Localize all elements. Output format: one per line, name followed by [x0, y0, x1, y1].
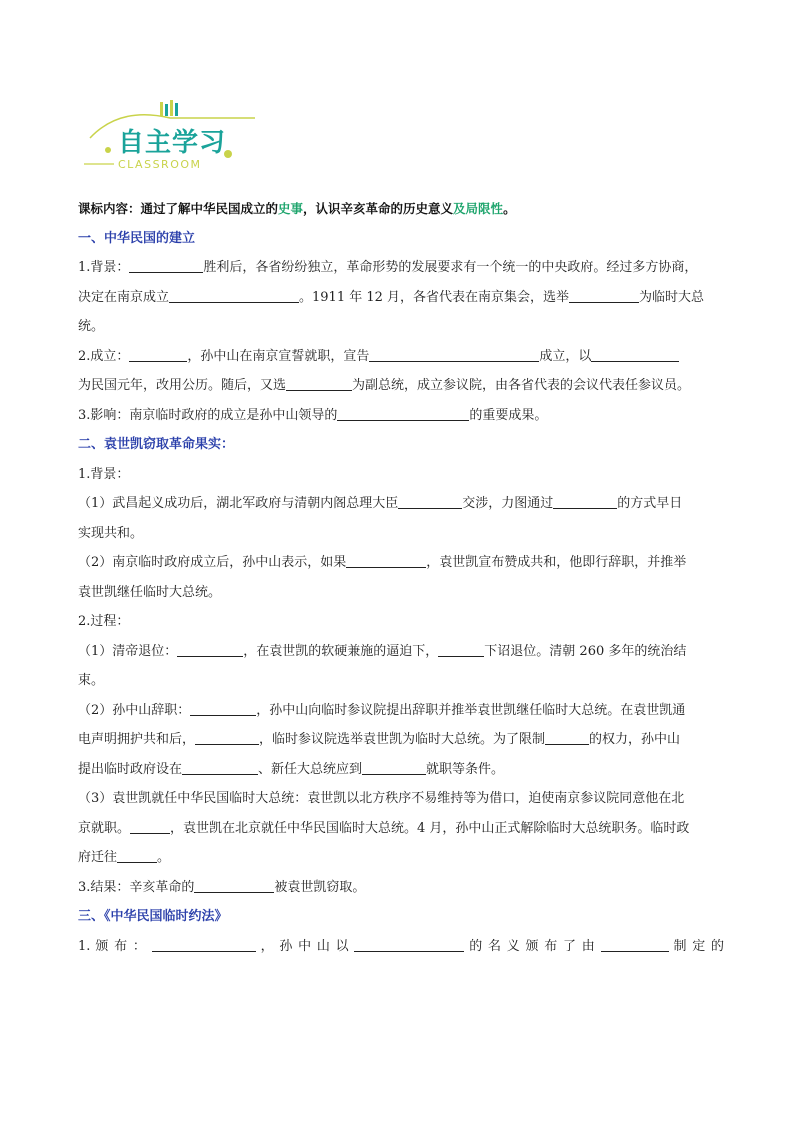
- fill-blank[interactable]: [369, 346, 539, 362]
- background-item-1: （1）武昌起义成功后，湖北军政府与清朝内阁总理大臣 交涉，力图通过 的方式早日 实现共和。: [78, 489, 724, 548]
- fill-blank[interactable]: [346, 552, 426, 568]
- fill-blank[interactable]: [362, 759, 426, 775]
- process-label: 2.过程：: [78, 614, 130, 629]
- fill-blank[interactable]: [194, 877, 274, 893]
- background-item-2: （2）南京临时政府成立后，孙中山表示，如果 ，袁世凯宣布赞成共和，他即行辞职，并推举 袁世凯继任临时大总统。: [78, 548, 724, 607]
- fill-blank[interactable]: [152, 936, 256, 952]
- fill-blank[interactable]: [195, 729, 259, 745]
- section-3-heading: 三、《中华民国临时约法》: [78, 909, 228, 924]
- fill-blank[interactable]: [553, 493, 617, 509]
- fill-blank[interactable]: [130, 818, 170, 834]
- promulgation-paragraph: 1. 颁 布 ： ， 孙 中 山 以 的 名 义 颁 布 了 由 制 定 的: [78, 932, 724, 962]
- influence-paragraph: 3.影响：南京临时政府的成立是孙中山领导的 的重要成果。: [78, 401, 724, 431]
- fill-blank[interactable]: [177, 641, 243, 657]
- fill-blank[interactable]: [569, 287, 639, 303]
- worksheet-content: [78, 194, 724, 961]
- curriculum-standard: 课标内容：通过了解中华民国成立的史事，认识辛亥革命的历史意义及局限性。: [78, 201, 516, 216]
- classroom-logo: [80, 98, 260, 178]
- logo-title: 自主学习: [118, 128, 227, 158]
- background-paragraph: 1.背景： 胜利后，各省纷纷独立，革命形势的发展要求有一个统一的中央政府。经过多方协商， 决定在南京成立 。1911 年 12 月，各省代表在南京集会，选举 为临时大总 统。: [78, 253, 724, 342]
- fill-blank[interactable]: [601, 936, 669, 952]
- establishment-paragraph: 2.成立： ，孙中山在南京宣誓就职，宣告 成立，以 为民国元年，改用公历。随后，又选 为副总统，成立参议院，由各省代表的会议代表任参议员。: [78, 342, 724, 401]
- fill-blank[interactable]: [129, 346, 187, 362]
- fill-blank[interactable]: [591, 346, 679, 362]
- fill-blank[interactable]: [129, 257, 203, 273]
- fill-blank[interactable]: [545, 729, 589, 745]
- section-2-heading: 二、袁世凯窃取革命果实：: [78, 437, 235, 452]
- fill-blank[interactable]: [354, 936, 464, 952]
- fill-blank[interactable]: [438, 641, 484, 657]
- logo-subtitle: CLASSROOM: [118, 158, 202, 171]
- process-item-1: （1）清帝退位： ，在袁世凯的软硬兼施的逼迫下， 下诏退位。清朝 260 多年的统治结 束。: [78, 637, 724, 696]
- section-1-heading: 一、中华民国的建立: [78, 230, 196, 246]
- fill-blank[interactable]: [117, 847, 157, 863]
- fill-blank[interactable]: [169, 287, 299, 303]
- process-item-3: （3）袁世凯就任中华民国临时大总统：袁世凯以北方秩序不易维持等为借口，迫使南京参议院同意他在北 京就职。 ，袁世凯在北京就任中华民国临时大总统。4 月，孙中山正式解除临时大总统职务。临时政 府迁往 。: [78, 791, 690, 865]
- fill-blank[interactable]: [190, 700, 256, 716]
- fill-blank[interactable]: [398, 493, 462, 509]
- result-paragraph: 3.结果：辛亥革命的 被袁世凯窃取。: [78, 873, 724, 903]
- section-2-background-label: 1.背景：: [78, 466, 130, 482]
- fill-blank[interactable]: [337, 405, 469, 421]
- fill-blank[interactable]: [286, 375, 352, 391]
- fill-blank[interactable]: [182, 759, 258, 775]
- process-item-2: （2）孙中山辞职： ，孙中山向临时参议院提出辞职并推举袁世凯继任临时大总统。在袁世凯通 电声明拥护共和后， ，临时参议院选举袁世凯为临时大总统。为了限制 的权力，孙中山 提出临时政府设在 、新任大总统应到 就职等条件。: [78, 696, 724, 785]
